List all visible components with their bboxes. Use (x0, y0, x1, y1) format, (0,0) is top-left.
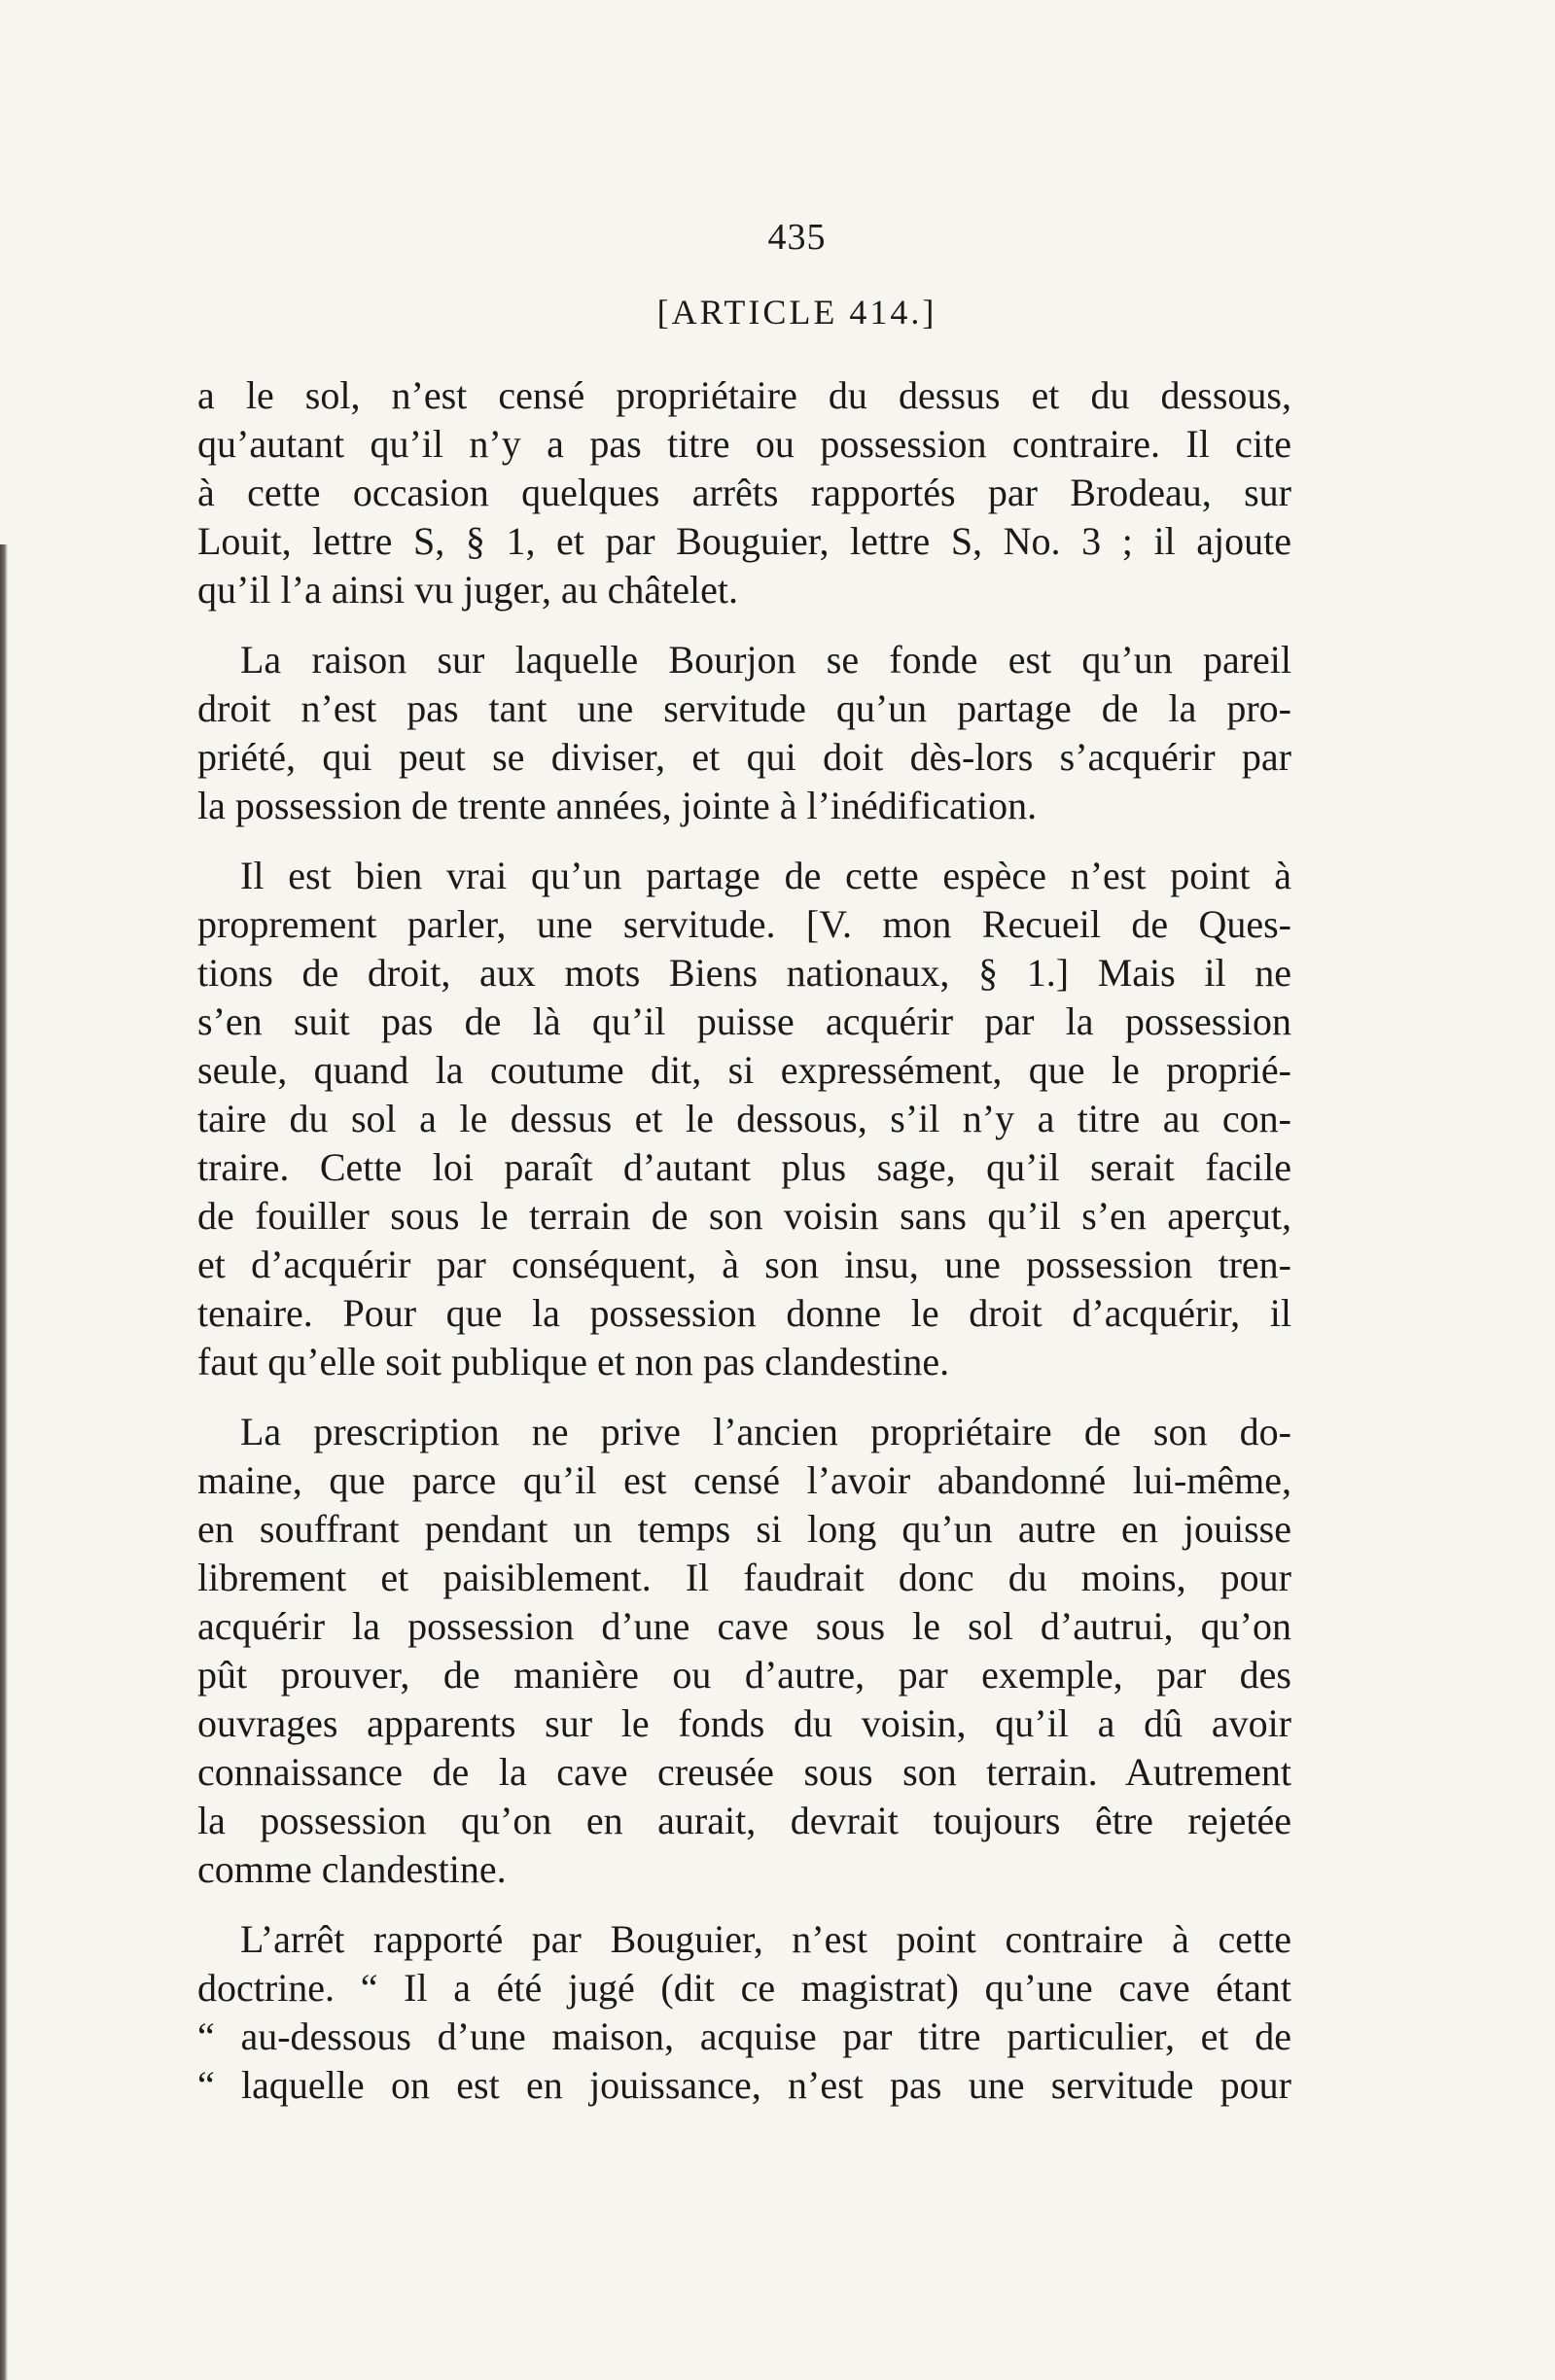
text-line: comme clandestine. (197, 1847, 507, 1891)
binding-edge (0, 544, 8, 2380)
text-line: librement et paisiblement. Il faudrait donc du moins, pour (197, 1556, 1291, 1599)
text-line: tenaire. Pour que la possession donne le droit d’acquérir, il (197, 1291, 1291, 1335)
text-line: proprement parler, une servitude. [V. mon Recueil de Ques- (197, 902, 1291, 946)
text-line: la possession qu’on en aurait, devrait toujours être rejetée (197, 1799, 1291, 1842)
text-line: faut qu’elle soit publique et non pas clandestine. (197, 1340, 950, 1383)
text-line: acquérir la possession d’une cave sous le sol d’autrui, qu’on (197, 1604, 1291, 1648)
text-line: La raison sur laquelle Bourjon se fonde est qu’un pareil (240, 638, 1291, 682)
text-line: qu’il l’a ainsi vu juger, au châtelet. (197, 568, 738, 612)
text-line: Il est bien vrai qu’un partage de cette espèce n’est point à (240, 854, 1291, 897)
text-line: La prescription ne prive l’ancien propriétaire de son do- (240, 1410, 1291, 1453)
text-line: doctrine. “ Il a été jugé (dit ce magistrat) qu’une cave étant (197, 1966, 1291, 2010)
text-line: “ laquelle on est en jouissance, n’est pas une servitude pour (197, 2063, 1291, 2107)
text-line: la possession de trente années, jointe à l’inédification. (197, 784, 1038, 827)
page-number: 435 (767, 217, 827, 258)
text-line: priété, qui peut se diviser, et qui doit dès-lors s’acquérir par (197, 735, 1291, 779)
text-line: “ au-dessous d’une maison, acquise par titre particulier, et de (197, 2014, 1291, 2058)
paragraph-5 (197, 1915, 1291, 2110)
text-line: pût prouver, de manière ou d’autre, par exemple, par des (197, 1653, 1291, 1697)
text-line: maine, que parce qu’il est censé l’avoir abandonné lui-même, (197, 1458, 1291, 1502)
paragraph-4 (197, 1408, 1291, 1894)
text-line: qu’autant qu’il n’y a pas titre ou possession contraire. Il cite (197, 422, 1291, 466)
text-line: droit n’est pas tant une servitude qu’un partage de la pro- (197, 686, 1291, 730)
paragraph-3 (197, 852, 1291, 1386)
text-line: tions de droit, aux mots Biens nationaux, § 1.] Mais il ne (197, 951, 1291, 995)
text-line: seule, quand la coutume dit, si expressément, que le proprié- (197, 1048, 1291, 1092)
text-line: L’arrêt rapporté par Bouguier, n’est point contraire à cette (240, 1917, 1291, 1961)
text-line: traire. Cette loi paraît d’autant plus sage, qu’il serait facile (197, 1145, 1291, 1189)
text-line: taire du sol a le dessus et le dessous, s’il n’y a titre au con- (197, 1097, 1291, 1140)
running-head: [ARTICLE 414.] (656, 293, 937, 332)
text-line: Louit, lettre S, § 1, et par Bouguier, lettre S, No. 3 ; il ajoute (197, 519, 1291, 563)
paragraph-1 (197, 371, 1291, 614)
paragraph-2 (197, 636, 1291, 830)
text-line: ouvrages apparents sur le fonds du voisin, qu’il a dû avoir (197, 1701, 1291, 1745)
text-line: s’en suit pas de là qu’il puisse acquérir par la possession (197, 999, 1291, 1043)
text-line: et d’acquérir par conséquent, à son insu, une possession tren- (197, 1242, 1291, 1286)
text-line: connaissance de la cave creusée sous son terrain. Autrement (197, 1750, 1291, 1794)
body-text (197, 371, 1291, 2131)
text-line: de fouiller sous le terrain de son voisin sans qu’il s’en aperçut, (197, 1194, 1291, 1238)
text-line: en souffrant pendant un temps si long qu’un autre en jouisse (197, 1507, 1291, 1551)
text-line: a le sol, n’est censé propriétaire du dessus et du dessous, (197, 373, 1291, 417)
text-line: à cette occasion quelques arrêts rapportés par Brodeau, sur (197, 471, 1291, 514)
